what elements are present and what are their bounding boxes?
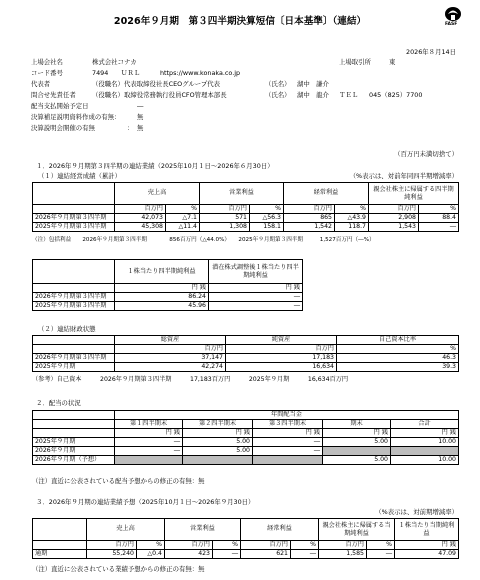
code: 7494 [92, 69, 109, 77]
unit-cell: % [419, 205, 459, 214]
col-header: 第２四半期末 [183, 420, 253, 429]
tel-label: ＴＥＬ [339, 91, 359, 99]
cell: 5.00 [183, 447, 253, 456]
row-label: 2026年９月期 [33, 447, 115, 456]
url-label: ＵＲＬ [121, 69, 141, 77]
cell: 118.7 [335, 223, 369, 232]
shaded-cell [323, 447, 391, 456]
cell: △0.4 [137, 550, 165, 559]
cell: ― [209, 302, 303, 311]
eps-table [32, 259, 303, 311]
page-title: 2026年９月期 第３四半期決算短信〔日本基準〕（連結） [113, 16, 367, 27]
cell: ― [115, 447, 183, 456]
section1-sub2-title: （２）連結財政状態 [38, 325, 96, 333]
col-header: 経常利益 [241, 519, 319, 541]
col-header: 経常利益 [284, 183, 369, 205]
forecast-table [32, 518, 459, 559]
table-row [33, 447, 459, 456]
table-row [33, 214, 459, 223]
meeting-sep: ： [127, 124, 134, 132]
cell: △56.3 [250, 214, 284, 223]
cell: 5.00 [323, 438, 391, 447]
cell: ― [419, 223, 459, 232]
col-header: 営業利益 [200, 183, 284, 205]
table-row [33, 550, 459, 559]
section3-title: ３．2026年９月期の連結業績予想（2025年10月１日～2026年９月30日） [36, 498, 255, 506]
unit-cell: % [337, 345, 459, 354]
col-header: １株当たり四半期純利益 [115, 260, 209, 284]
cell: ― [115, 438, 183, 447]
table-row [33, 438, 459, 447]
company-name: 株式会社コナカ [92, 58, 137, 66]
corner-cell [33, 183, 115, 205]
section1-sub1-title: （１）連結経営成績（累計） [38, 172, 122, 180]
unit-cell: % [335, 205, 369, 214]
unit-cell: 円 銭 [323, 429, 391, 438]
col-header: 期末 [323, 420, 391, 429]
cell: 55,240 [87, 550, 137, 559]
cell: ― [209, 293, 303, 302]
contact-name-label: （氏名） [265, 91, 291, 99]
table-row [33, 223, 459, 232]
exchange-label: 上場取引所 [339, 58, 371, 66]
unit-cell: 百万円 [369, 205, 419, 214]
row-label: 2026年９月期第３四半期 [33, 293, 115, 302]
unit-cell: 円 銭 [391, 429, 459, 438]
section2-title: ２．配当の状況 [36, 399, 81, 407]
unit-cell: 百万円 [115, 205, 166, 214]
report-date: 2026年８月14日 [406, 48, 456, 56]
unit-cell: 百万円 [319, 541, 367, 550]
cell: 621 [241, 550, 291, 559]
cell: 10.00 [391, 456, 459, 465]
cell: ― [367, 550, 395, 559]
company-url[interactable]: https://www.konaka.co.jp [160, 69, 241, 77]
col-header: 親会社株主に帰属する四半期純利益 [369, 183, 459, 205]
supp-label: 決算補足説明資料作成の有無： [31, 113, 121, 121]
unit-cell: 百万円 [241, 541, 291, 550]
unit-cell: % [367, 541, 395, 550]
group-header: 年間配当金 [115, 411, 459, 420]
row-label: 2026年９月期第３四半期 [33, 354, 115, 363]
section1-title: １．2026年９月期第３四半期の連結業績（2025年10月１日～2026年６月30日） [36, 162, 274, 170]
operating-results-table [32, 182, 459, 232]
cell: △43.9 [335, 214, 369, 223]
unit-cell: 円 銭 [395, 541, 459, 550]
cell: 571 [200, 214, 250, 223]
row-label: 2025年９月期第３四半期 [33, 223, 115, 232]
unit-cell: 百万円 [165, 541, 213, 550]
cell: 45.96 [115, 302, 209, 311]
cell: 17,183 [226, 354, 337, 363]
col-header: 潜在株式調整後１株当たり四半期純利益 [209, 260, 303, 284]
shaded-cell [183, 456, 253, 465]
logo-text: FASF [445, 22, 458, 27]
col-header: 自己資本比率 [337, 336, 459, 345]
rep-name-label: （氏名） [265, 80, 291, 88]
dividend-table [32, 410, 459, 465]
cell: 88.4 [419, 214, 459, 223]
unit-cell: % [137, 541, 165, 550]
col-header: 第３四半期末 [253, 420, 323, 429]
exchange: 東 [389, 58, 396, 66]
cell: 865 [284, 214, 335, 223]
cell: 158.1 [250, 223, 284, 232]
cell: 1,308 [200, 223, 250, 232]
cell: 37,147 [115, 354, 226, 363]
cell: 423 [165, 550, 213, 559]
dividend-note: （注）直近に公表されている配当予想からの修正の有無：無 [32, 477, 205, 485]
rep-role: （役職名）代表取締役社長CEOグループ代表 [92, 80, 221, 88]
table-row [33, 293, 303, 302]
company-name-label: 上場会社名 [31, 58, 63, 66]
unit-cell: % [250, 205, 284, 214]
unit-cell: 円 銭 [115, 429, 183, 438]
cell: 5.00 [183, 438, 253, 447]
unit-cell: 百万円 [226, 345, 337, 354]
unit-cell: 円 銭 [183, 429, 253, 438]
unit-cell: 百万円 [87, 541, 137, 550]
forecast-note: （注）直近に公表されている業績予想からの修正の有無：無 [32, 565, 205, 573]
unit-cell: % [291, 541, 319, 550]
col-header: １株当たり当期純利益 [395, 519, 459, 541]
dividend-date: ― [137, 102, 144, 110]
cell: 42,274 [115, 363, 226, 372]
col-header: 売上高 [115, 183, 200, 205]
meeting-label: 決算説明会開催の有無 [31, 124, 95, 132]
col-header: 合計 [391, 420, 459, 429]
cell: 10.00 [391, 438, 459, 447]
rep-name: 湖中 謙介 [297, 80, 329, 88]
cell: ― [253, 438, 323, 447]
tel: 045（825）7700 [369, 91, 423, 99]
supp-value: 無 [137, 113, 144, 121]
row-label: 2026年９月期（予想） [33, 456, 115, 465]
cell: 46.3 [337, 354, 459, 363]
cell: 1,542 [284, 223, 335, 232]
cell: ― [291, 550, 319, 559]
section1-sub1-note: （%表示は、対前年同四半期増減率） [349, 172, 458, 180]
dividend-date-label: 配当支払開始予定日 [31, 102, 89, 110]
unit-cell: % [166, 205, 200, 214]
unit-cell: 百万円 [200, 205, 250, 214]
cell: △7.1 [166, 214, 200, 223]
cell: 1,585 [319, 550, 367, 559]
row-label: 2026年９月期第３四半期 [33, 214, 115, 223]
shaded-cell [391, 447, 459, 456]
cell: 2,908 [369, 214, 419, 223]
cell: 5.00 [323, 456, 391, 465]
meeting-value: 無 [137, 124, 144, 132]
financial-position-table [32, 335, 459, 372]
cell: 39.3 [337, 363, 459, 372]
rounding-note: （百万円未満切捨て） [394, 150, 458, 158]
col-header: 売上高 [87, 519, 165, 541]
col-header: 営業利益 [165, 519, 241, 541]
col-header: 純資産 [226, 336, 337, 345]
unit-cell: 円 銭 [253, 429, 323, 438]
table-row [33, 302, 303, 311]
unit-cell: % [213, 541, 241, 550]
table-row [33, 363, 459, 372]
shaded-cell [253, 456, 323, 465]
cell: 1,543 [369, 223, 419, 232]
equity-note: （参考）自己資本 2026年９月期第３四半期 17,183百万円 2025年９月期 16,634百万円 [32, 376, 349, 383]
cell: 42,073 [115, 214, 166, 223]
unit-cell: 百万円 [115, 345, 226, 354]
rep-label: 代表者 [31, 80, 51, 88]
contact-name: 湖中 龍介 [297, 91, 329, 99]
row-label: 2025年９月期第３四半期 [33, 302, 115, 311]
contact-label: 問合せ先責任者 [31, 91, 76, 99]
col-header: 親会社株主に帰属する当期純利益 [319, 519, 395, 541]
unit-cell: 百万円 [284, 205, 335, 214]
row-label: 通期 [33, 550, 87, 559]
code-label: コード番号 [31, 69, 63, 77]
cell: 86.24 [115, 293, 209, 302]
table-row [33, 354, 459, 363]
cell: ― [213, 550, 241, 559]
col-header: 総資産 [115, 336, 226, 345]
col-header: 第１四半期末 [115, 420, 183, 429]
cell: 47.09 [395, 550, 459, 559]
cell: △11.4 [166, 223, 200, 232]
cell: 45,308 [115, 223, 166, 232]
cell: ― [253, 447, 323, 456]
row-label: 2025年９月期 [33, 363, 115, 372]
cell: 16,634 [226, 363, 337, 372]
table-row [33, 456, 459, 465]
unit-cell: 円 銭 [115, 284, 209, 293]
row-label: 2025年９月期 [33, 438, 115, 447]
unit-cell: 円 銭 [209, 284, 303, 293]
section3-note: （%表示は、対前期増減率） [375, 508, 458, 516]
comprehensive-income-note: （注）包括利益 2026年９月期第３四半期 856百万円（△44.0%） 2025年９月期第３四半期 1,527百万円（―%） [32, 237, 375, 243]
contact-role: （役職名）取締役常務執行役員CFO管理本部長 [92, 91, 227, 99]
shaded-cell [115, 456, 183, 465]
